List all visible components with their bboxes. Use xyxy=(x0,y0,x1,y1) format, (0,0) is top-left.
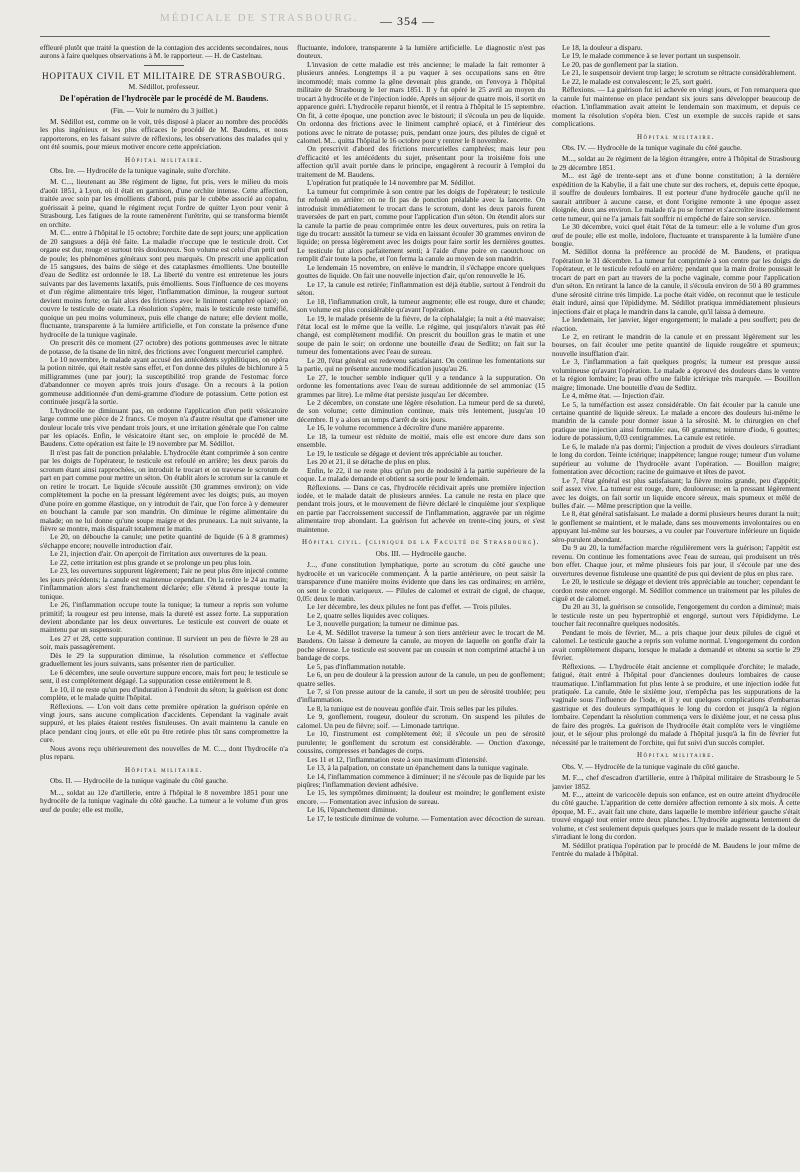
paragraph: Le 21, injection d'air. On aperçoit de l'irritation aux ouvertures de la peau. xyxy=(50,549,267,559)
paragraph: Le 2, en retirant le mandrin de la canule et en pressant légèrement sur les bourses, on fait écouler une petite quantité de liquide rougeâtre et spumeux; nouvelle insufflation d'air. xyxy=(552,331,800,358)
paragraph: Le 18, la douleur a disparu. xyxy=(562,44,643,52)
paragraph: Le 20, l'état général est redevenu satisfaisant. On continue les fomentations sur la partie, qui ne présente aucune modification jusqu'au 26. xyxy=(297,355,545,374)
paragraph: Le 21, le suspensoir devient trop large; le scrotum se rétracte considérablement. xyxy=(562,68,797,78)
paragraph: On prescrit dès ce moment (27 octobre) des potions gommeuses avec le nitrate de potasse, de la tisane de lin nitré, des frictions avec l'onguent mercuriel camphré. xyxy=(40,338,288,356)
paragraph: Du 20 au 31, la guérison se consolide, l'engorgement du cordon a diminué; mais le testicule reste un peu hypertrophié et engorgé, surtout vers l'épididyme. Le toucher fait reconnaître quelques nodosités. xyxy=(552,602,800,629)
paragraph: Les 20 et 21, il se détache de plus en plus. xyxy=(307,457,431,467)
text-column-2 xyxy=(297,44,545,1164)
article-title: De l'opération de l'hydrocèle par le procédé de M. Baudens. xyxy=(59,93,269,103)
text-column-1 xyxy=(40,44,288,1164)
paragraph: La tumeur fut comprimée à son centre par les doigts de l'opérateur; le testicule fut refoulé en arrière: on ne fit pas de ponction préalable avec la lancette. On introduisit immédiatement le trocart dans le scrotum, dont les deux parois furent traversées de part en part, comme pour l'application d'un séton. On étendit alors sur la canule la partie de peau comprimée entre les deux ouvertures, puis on retira la tige du trocart: aussitôt la tumeur se vida en laissant écouler 30 grammes environ de liquide; on pressa légèrement avec les doigts pour faire sortir les dernières gouttes. Le testicule fut alors parfaitement senti; à l'aide d'une poire en caoutchouc on remplit d'air toute la poche, et l'on ferma la canule au moyen de son mandrin. xyxy=(297,186,545,264)
paragraph: M. F..., atteint de varicocèle depuis son enfance, est en outre atteint d'hydrocèle du côté gauche. L'apparition de cette dernière affection remonte à six mois. À cette époque, M. F... avait fait une chute, dans laquelle le membre inférieur gauche s'était trouvé engagé tout entier entre deux planches. L'hydrocèle augmenta lentement de volume, et c'est seulement depuis quelques jours que le malade ressent de la douleur s'irradiant le long du cordon. xyxy=(552,789,800,842)
paragraph: L'invasion de cette maladie est très ancienne; le malade la fait remonter à plusieurs années. Longtemps il a pu vaquer à ses occupations sans en être incommodé; mais comme la gêne devenait plus grande, on l'envoya à l'hôpital militaire de Strasbourg le 1er mars 1851. Il y fut opéré le 25 avril au moyen du trocart à hydrocèle et de l'injection iodée. Après un séjour de quatre mois, il sortit en apparence guéri. L'hydrocèle reparut bientôt, et il rentra à l'hôpital le 15 septembre. On fit, à cette époque, une ponction avec le bistouri; il s'écoula un peu de liquide. On ordonna des frictions avec le liniment camphré opiacé, et à l'intérieur des potions avec le nitrate de potasse; puis, pendant onze jours, des pilules de ciguë et calomel. M... quitta l'hôpital le 16 octobre pour y rentrer le 8 novembre. xyxy=(297,59,545,145)
paragraph: Le 20, le testicule se dégage et devient très appréciable au toucher; cependant le cordon reste encore engorgé. M. Sédillot commence un traitement par les pilules de ciguë et de calomel. xyxy=(552,577,800,603)
paragraph: J..., d'une constitution lymphatique, porte au scrotum du côté gauche une hydrocèle et un varicocèle commençant. À la partie antérieure, on peut saisir la transparence d'une manière moins évidente que dans les cas ordinaires; en arrière, on sent le cordon variqueux. — Pilules de calomel et extrait de ciguë, de chaque, 0,05: deux le matin. xyxy=(297,560,545,603)
paragraph: M... est âgé de trente-sept ans et d'une bonne constitution; à la dernière expédition de la Kabylie, il a fait une chute sur des rochers, et, depuis cette époque, il souffre de douleurs lombaires. Il est porteur d'une hydrocèle gauche qu'il ne saurait attribuer à aucune cause, et dont l'origine remonte à une époque assez éloignée, deux ans environ. Le malade n'a pu se former et s'accroître insensiblement cette tumeur, qui ne l'a jamais fait souffrir ni empêché de faire son service. xyxy=(552,171,800,223)
paragraph: Le 16, l'épanchement diminue. xyxy=(307,805,398,815)
paragraph: Le 8, état général satisfaisant. Le malade a dormi plusieurs heures durant la nuit; le gonflement se maintient, et le malade, dans ses mouvements involontaires ou en appuyant lui-même sur les bourses, a vu couler par l'ouverture inférieure un liquide séro-purulent abondant. xyxy=(552,509,800,544)
observation-title: Obs. II. — Hydrocèle de la tunique vaginale du côté gauche. xyxy=(50,776,229,786)
paragraph: Le 6, un peu de douleur à la pression autour de la canule, un peu de gonflement; quatre selles. xyxy=(297,670,545,688)
paragraph: M. Sédillot pratiqua l'opération par le procédé de M. Baudens le jour même de l'entrée du malade à l'hôpital. xyxy=(552,840,800,859)
paragraph: Le lendemain 15 novembre, on enlève le mandrin, il s'échappe encore quelques gouttes de liquide. On fait une nouvelle injection d'air, qu'on renouvelle le 16. xyxy=(297,262,545,281)
paragraph: M. Sédillot donna la préférence au procédé de M. Baudens, et pratiqua l'opération le 31 décembre. La tumeur fut comprimée à son centre par les doigts de l'opérateur, et le testicule refoulé en arrière; pendant que la main droite poussait le trocart de part en part au travers de la poche vaginale, comme pour l'application d'un séton. En retirant la lance de la canule, il s'écoula environ de 50 à 80 grammes d'une sérosité citrine très limpide. La poche était vidée, on reconnut que le testicule était induré, ainsi que l'épididyme. M. Sédillot pratiqua immédiatement plusieurs injections d'air et plaça le mandrin dans la canule, qu'il laissa à demeure. xyxy=(552,247,800,316)
paragraph: Le 23, les ouvertures suppurent légèrement; l'air ne peut plus être injecté comme les jours précédents; la canule est maintenue cependant. On la retire le 24 au matin; l'inflammation alors s'est franchement déclarée; elle s'étend à presque toute la tunique. xyxy=(40,566,288,601)
paragraph: On prescrivit d'abord des frictions mercurielles camphrées; mais leur peu d'efficacité et les antécédents du sujet, présentant pour la troisième fois une affection qu'il avait portée dans le principe, engagèrent à recourir à l'emploi du traitement de M. Baudens. xyxy=(297,144,545,179)
paragraph: Enfin, le 22, il ne reste plus qu'un peu de nodosité à la partie supérieure de la coque. Le malade demande et obtient sa sortie pour le lendemain. xyxy=(297,465,545,484)
paragraph: M..., soldat au 12e d'artillerie, entre à l'hôpital le 8 novembre 1851 pour une hydrocèle de la tunique vaginale du côté gauche. La tumeur a le volume d'un gros œuf de poule; elle est molle, xyxy=(40,787,288,814)
paragraph: Le 8, la tunique est de nouveau gonflée d'air. Trois selles par les pilules. xyxy=(307,703,518,713)
paragraph: Le 9, gonflement, rougeur, douleur du scrotum. On suspend les pilules de calomel. Un peu de fièvre; soif. — Limonade tartrique. xyxy=(297,712,545,730)
hospital-heading: Hôpital militaire. xyxy=(636,132,716,141)
reflections-paragraph: Réflexions. — La guérison fut ici achevée en vingt jours, et l'on remarquera que la canule fut maintenue en place pendant six jours sans développer beaucoup de réaction. L'inflammation avait atteint le lendemain son maximum, et depuis ce moment la résolution s'opéra bien. C'est un exemple de succès rapide et sans complications. xyxy=(552,85,800,129)
paragraph: Le 17, la canule est retirée; l'inflammation est déjà établie, surtout à l'endroit du séton. xyxy=(297,279,545,298)
paragraph: Le 27, le toucher semble indiquer qu'il y a tendance à la suppuration. On ordonne les fomentations avec l'eau de sureau additionnée de sel ammoniac (15 grammes par litre). Le même état persiste jusqu'au 1er décembre. xyxy=(297,372,545,399)
text-column-3 xyxy=(552,44,800,1164)
paragraph: Le 4, même état. — Injection d'air. xyxy=(562,391,665,401)
byline: M. Sédillot, professeur. xyxy=(128,82,200,92)
paragraph: Le 22, le malade est convalescent; le 25, sort guéri. xyxy=(562,76,713,86)
paragraph: Le 14, l'inflammation commence à diminuer; il ne s'écoule pas de liquide par les piqûres; l'inflammation devient adhésive. xyxy=(297,771,545,789)
paragraph: Le 6 décembre, une seule ouverture suppure encore, mais fort peu; le testicule se sent, il est complètement dégagé. La suppuration cesse entièrement le 8. xyxy=(40,667,288,686)
bleed-through-header: MÉDICALE DE STRASBOURG. xyxy=(160,12,359,24)
paragraph: Le lendemain, 1er janvier, léger engorgement; le malade a peu souffert; peu de réaction. xyxy=(552,315,800,333)
paragraph: M. C..., lieutenant au 38e régiment de ligne, fut pris, vers le milieu du mois d'août 1851, à Lyon, où il était en garnison, d'une orchite intense. Cette affection, traitée avec soin par les émollients d'abord, puis par le cubèbe associé au copahu, guérissait à peine, quand le régiment reçut l'ordre de quitter Lyon pour venir à Strasbourg. Les fatigues de la route ramenèrent l'urétrite, qui se transforma bientôt en orchite. xyxy=(40,177,288,229)
observation-title: Obs. V. — Hydrocèle de la tunique vaginale du côté gauche. xyxy=(562,761,740,771)
observation-title: Obs. Ire. — Hydrocèle de la tunique vaginale, suite d'orchite. xyxy=(50,165,231,175)
paragraph: Le 17, le testicule diminue de volume. — Fomentation avec décoction de sureau. xyxy=(307,813,545,823)
paragraph: Il n'est pas fait de ponction préalable. L'hydrocèle étant comprimée à son centre par les doigts de l'opérateur, le testicule est refoulé en arrière; les deux parois du scrotum étant ainsi rapprochées, on introduit le trocart et on traverse le scrotum de part en part comme pour mettre un séton. On établit alors le scrotum sur la canule et on retire le trocart. Le liquide s'écoule aussitôt (30 grammes environ); on vide complètement la poche en la pressant légèrement avec les doigts; puis, au moyen d'une poire en gomme élastique, on y introduit de l'air, que l'on force à y demeurer en bouchant la canule par son mandrin. On diminue le régime alimentaire du malade; on ne lui donne qu'une soupe maigre et des pruneaux. La nuit suivante, la fièvre se montre, mais disparaît totalement le matin. xyxy=(40,447,288,534)
paragraph: Le 16, le volume recommence à décroître d'une manière apparente. xyxy=(307,423,505,433)
paragraph: Les 11 et 12, l'inflammation reste à son maximum d'intensité. xyxy=(307,754,488,764)
hospital-heading: Hôpital militaire. xyxy=(636,751,716,760)
paragraph: Le 19, le testicule se dégage et devient très appréciable au toucher. xyxy=(307,448,503,458)
paragraph: M..., soldat au 2e régiment de la légion étrangère, entre à l'hôpital de Strasbourg le 29 décembre 1851. xyxy=(552,154,800,172)
paragraph: Du 9 au 20, la tuméfaction marche régulièrement vers la guérison; l'appétit est revenu. On continue les fomentations avec l'eau de sureau, qui produisent un très bon effet. Chaque jour, et même plusieurs fois par jour, il s'écoule par une des ouvertures devenue fistuleuse une quantité de pus qui devient de plus en plus rare. xyxy=(552,543,800,578)
hospital-heading: Hôpital militaire. xyxy=(124,155,204,164)
paragraph: Les 27 et 28, cette suppuration continue. Il survient un peu de fièvre le 28 au soir, mais passagèrement. xyxy=(40,633,288,652)
paragraph: Le 3, l'inflammation a fait quelques progrès; la tumeur est presque aussi volumineuse qu'avant l'opération. Le malade a éprouvé des douleurs dans le ventre et la région lombaire; la peau offre une faible ictérique très marquée. — Bouillon maigre; limonade. Une bouteille d'eau de Sedlitz. xyxy=(552,357,800,392)
paragraph: M. F..., chef d'escadron d'artillerie, entre à l'hôpital militaire de Strasbourg le 5 janvier 1852. xyxy=(552,773,800,791)
paragraph: Le 6, le malade n'a pas dormi; l'injection a produit de vives douleurs s'irradiant le long du cordon. Teinte ictérique; inappétence; langue rouge; tumeur d'un volume supérieur au volume de l'hydrocèle avant l'opération. — Bouillon maigre; fomentation avec décoction; racine de guimauve et têtes de pavot. xyxy=(552,441,800,477)
hospital-heading: Hôpital civil. (clinique de la Faculté de Strasbourg). xyxy=(301,538,541,547)
paragraph: Le 3, nouvelle purgation; la tumeur ne diminue pas. xyxy=(307,619,460,629)
paragraph: Nous avons reçu ultérieurement des nouvelles de M. C..., dont l'hydrocèle n'a plus reparu. xyxy=(40,743,288,762)
reflections-paragraph: Réflexions. — Dans ce cas, l'hydrocèle récidivait après une première injection iodée, et le malade datait de plusieurs années. La canule ne resta en place que pendant trois jours, et le mouvement de fièvre déclaré le cinquième jour s'explique en partie par l'accroissement successif de l'inflammation, aggravée par un régime alimentaire trop abondant. La guérison fut achevée en trente-cinq jours, et s'est maintenue. xyxy=(297,482,545,534)
paragraph: L'hydrocèle ne diminuant pas, on ordonne l'application d'un petit vésicatoire large comme une pièce de 2 francs. Ce moyen n'a d'autre résultat que d'amener une douleur locale très vive pendant trois jours, et une irritation générale que l'on calme par les opiacés. Enfin, le vésicatoire étant sec, on emploie le procédé de M. Baudens. Cette opération est faite le 19 novembre par M. Sédillot. xyxy=(40,405,288,449)
observation-title: Obs. IV. — Hydrocèle de la tunique vaginale du côté gauche. xyxy=(562,142,742,152)
paragraph: Le 30 décembre, voici quel était l'état de la tumeur: elle a le volume d'un gros œuf de poule; elle est molle, indolore, fluctuante et transparente à la lumière d'une bougie. xyxy=(552,222,800,248)
paragraph: Le 10 novembre, le malade ayant accusé des antécédents syphilitiques, on opéra la potion nitrée, qui était restée sans effet, et l'on donne des pilules de bichlorure à 5 milligrammes (une par jour); la susceptibilité trop grande de l'estomac force d'abandonner ce moyen après trois jours d'usage. On a recours à la potion gommeuse additionnée d'un demi-gramme d'iodure de potassium. Cette potion est continuée jusqu'à la sortie. xyxy=(40,354,288,407)
reflections-paragraph: Réflexions. — L'hydrocèle était ancienne et compliquée d'orchite; le malade, fatigué, était entré à l'hôpital pour d'anciennes douleurs lombaires de cause traumatique. L'inflammation fut plus lente à se produire, et une injection iodée fut pratiquée. La canule, ôtée le sixième jour, n'empêcha pas les suppurations de la vaginale sous l'influence de l'iode, et il y eut quelques complications d'embarras gastrique et des douleurs sympathiques le long du cordon et jusqu'à la région lombaire. Cependant la résolution commença vers le dixième jour, et ne cessa plus de faire des progrès. La guérison de l'hydrocèle était complète vers le vingtième jour, et le séjour plus prolongé du malade à l'hôpital jusqu'à la fin de février fut nécessité par le traitement de l'orchite, qui fut suivi d'un succès complet. xyxy=(552,661,800,747)
paragraph: Le 13, à la palpation, on constate un épanchement dans la tunique vaginale. xyxy=(307,763,529,773)
paragraph: Le 20, pas de gonflement par la station. xyxy=(562,59,679,69)
paragraph: Le 19, le malade commence à se lever portant un suspensoir. xyxy=(562,51,741,61)
paragraph: effleuré plutôt que traité la question de la contagion des accidents secondaires, nous aurons à faire quelques observations à M. le rapporteur. — H. de Castelnau. xyxy=(40,44,288,61)
section-divider xyxy=(144,65,184,66)
paragraph: Le 1er décembre, les deux pilules ne font pas d'effet. — Trois pilules. xyxy=(307,602,512,612)
paragraph: Dès le 29 la suppuration diminue, la résolution commence et s'effectue graduellement les jours suivants, sans présenter rien de particulier. xyxy=(40,650,288,669)
hospital-heading: Hôpital militaire. xyxy=(124,765,204,774)
paragraph: Le 4, M. Sédillot traverse la tumeur à son tiers antérieur avec le trocart de M. Baudens. On laisse à demeure la canule, au moyen de laquelle on gonfle d'air la poche séreuse. Le testicule est souvent par un coussin et non comprimé attaché à un bandage de corps. xyxy=(297,627,545,663)
paragraph: Le 18, l'inflammation croît, la tumeur augmente; elle est rouge, dure et chaude; son volume est plus considérable qu'avant l'opération. xyxy=(297,296,545,315)
paragraph: Le 10, il ne reste qu'un peu d'induration à l'endroit du séton; la guérison est donc complète, et le malade quitte l'hôpital. xyxy=(40,684,288,703)
paragraph: Le 2, quatre selles liquides avec coliques. xyxy=(307,610,429,620)
paragraph: Le 19, le malade présente de la fièvre, de la céphalalgie; la nuit a été mauvaise; l'état local est le même que la veille. Le régime, qui jusqu'alors n'avait pas été changé, est complètement modifié. On prescrit du bouillon gras le matin et une soupe de pain le soir; on ordonne une bouteille d'eau de Sedlitz; on fait sur la tumeur des fomentations avec l'eau de sureau. xyxy=(297,313,545,357)
page-number: — 354 — xyxy=(380,14,435,28)
paragraph: M. C... entre à l'hôpital le 15 octobre; l'orchite date de sept jours; une application de 20 sangsues a déjà été faite. La maladie n'occupe que le testicule droit. Cet organe est dur, rouge et surtout très douloureux. Son volume est celui d'un petit œuf de poule; les phénomènes généraux sont peu marqués. On prescrit une application de 15 sangsues, des bains de siège et des cataplasmes émollients. Une bouteille d'eau de Sedlitz est ordonnée le 18. La liberté du ventre est entretenue les jours suivants par des lavements laxatifs, puis émollients. Sous l'influence de ces moyens et d'un régime alimentaire très léger, l'inflammation diminue, la rougeur surtout devient moins forte; on fait alors des frictions avec le liniment camphré opiacé; on couvre le testicule de ouate. La résolution s'opère, mais le testicule reste tuméfié, quoique un peu moins volumineux, puis elle change de nature; elle devient molle, fluctuante, transparente à la lumière artificielle, et l'on constate la présence d'une hydrocèle de la tunique vaginale. xyxy=(40,228,288,339)
paragraph: Le 22, cette irritation est plus grande et se prolonge un peu plus loin. xyxy=(50,557,252,567)
observation-title: Obs. III. — Hydrocèle gauche. xyxy=(375,548,467,558)
reflections-paragraph: Réflexions. — L'on voit dans cette première opération la guérison opérée en vingt jours, sans aucune complication d'accidents. Cependant la vaginale avait suppuré, et les plaies étaient restées fistuleuses. On avait maintenu la canule en place pendant cinq jours, et elle eût pu être retirée plus tôt sans compromettre la cure. xyxy=(40,701,288,745)
paragraph: Le 5, pas d'inflammation notable. xyxy=(307,661,406,671)
paragraph: Le 2 décembre, on constate une légère résolution. La tumeur perd de sa dureté, de son volume; cette diminution continue, mais très lentement, jusqu'au 10 décembre. Il y a alors un temps d'arrêt de six jours. xyxy=(297,398,545,424)
paragraph: Le 18, la tumeur est réduite de moitié, mais elle est encore dure dans son ensemble. xyxy=(297,431,545,450)
header-rule xyxy=(40,36,770,37)
paragraph: Le 26, l'inflammation occupe toute la tunique; la tumeur a repris son volume primitif; la rougeur est peu intense, mais la dureté est assez forte. La suppuration devient abondante par les deux ouvertures. Le testicule est couvert de ouate et maintenu par un suspensoir. xyxy=(40,600,288,635)
paragraph: Le 5, la tuméfaction est assez considérable. On fait écouler par la canule une certaine quantité de liquide séreux. Le malade a encore des douleurs lui-même le mandrin de la canule pour donner issue à la sérosité. M. le chirurgien en chef pratique une injection ainsi formulée: eau, 60 grammes; teinture d'iode, 6 gouttes; iodure de potassium, 0,03 centigrammes. La canule est retirée. xyxy=(552,399,800,443)
paragraph: Le 20, on débouche la canule; une petite quantité de liquide (6 à 8 grammes) s'échappe encore; nouvelle introduction d'air. xyxy=(40,532,288,550)
paragraph: Le 7, l'état général est plus satisfaisant; la fièvre moins grande, peu d'appétit; soif assez vive. La tumeur est rouge, dure, douloureuse; en la pressant légèrement avec les doigts, on fait sortir un liquide encore séreux, mais spumeux et mêlé de bulles d'air. — Même prescription que la veille. xyxy=(552,475,800,511)
paragraph: Le 10, l'instrument est complètement été; il s'écoule un peu de sérosité purulente; le gonflement du scrotum est considérable. — Onction d'axonge, coussins, compresses et bandages de corps. xyxy=(297,729,545,756)
continuation-note: (Fin. — Voir le numéro du 3 juillet.) xyxy=(110,106,218,116)
page-header xyxy=(0,0,800,40)
paragraph: Pendant le mois de février, M... a pris chaque jour deux pilules de ciguë et calomel. Le testicule gauche a repris son volume normal. L'engorgement du cordon avait complètement disparu, lorsque le malade a demandé et obtenu sa sortie le 29 février. xyxy=(552,627,800,663)
paragraph: Le 7, si l'on presse autour de la canule, il sort un peu de sérosité troublée; peu d'inflammation. xyxy=(297,686,545,705)
paragraph: L'opération fut pratiquée le 14 novembre par M. Sédillot. xyxy=(307,178,476,188)
section-title: HOPITAUX CIVIL ET MILITAIRE DE STRASBOURG. xyxy=(42,70,286,81)
paragraph: Le 15, les symptômes diminuent; la douleur est moindre; le gonflement existe encore. — Fomentation avec infusion de sureau. xyxy=(297,788,545,806)
paragraph: fluctuante, indolore, transparente à la lumière artificielle. Le diagnostic n'est pas douteux. xyxy=(297,44,545,61)
paragraph: M. Sédillot est, comme on le voit, très disposé à placer au nombre des procédés les plus ingénieux et les plus efficaces le procédé de M. Baudens, et nous rapporterons, en les faisant suivre de réflexions, les observations des malades qui y ont été soumis, pour mieux motiver encore cette appréciation. xyxy=(40,116,288,152)
